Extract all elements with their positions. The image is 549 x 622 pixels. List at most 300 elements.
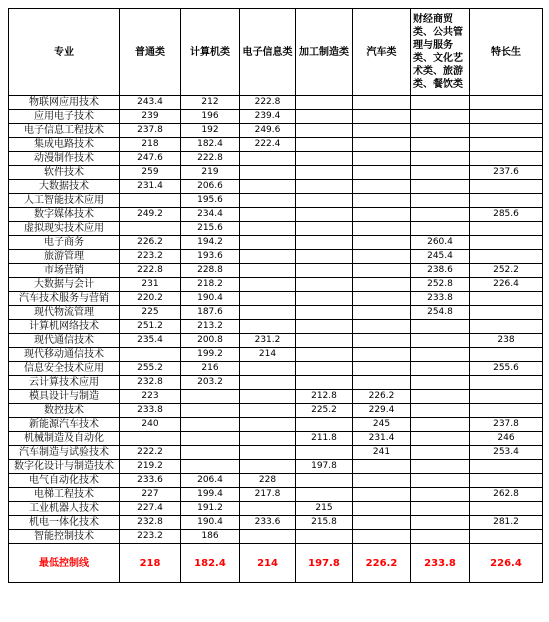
score-cell: 211.8 — [296, 432, 353, 446]
major-name-cell: 市场营销 — [9, 264, 120, 278]
score-cell — [353, 348, 411, 362]
column-header: 汽车类 — [353, 9, 411, 96]
table-row — [9, 292, 543, 306]
minimum-score-cell: 226.2 — [353, 544, 411, 583]
major-name-cell: 数控技术 — [9, 404, 120, 418]
score-cell — [296, 306, 353, 320]
score-cell: 226.2 — [120, 236, 181, 250]
score-cell — [411, 166, 470, 180]
table-row — [9, 474, 543, 488]
score-cell — [353, 124, 411, 138]
minimum-score-cell: 197.8 — [296, 544, 353, 583]
score-cell — [240, 432, 296, 446]
score-cell — [353, 334, 411, 348]
major-name-cell: 大数据与会计 — [9, 278, 120, 292]
major-name-cell: 大数据技术 — [9, 180, 120, 194]
score-cell: 253.4 — [470, 446, 543, 460]
score-cell — [411, 502, 470, 516]
score-cell: 222.2 — [120, 446, 181, 460]
score-cell: 241 — [353, 446, 411, 460]
score-cell — [470, 348, 543, 362]
major-name-cell: 旅游管理 — [9, 250, 120, 264]
score-cell — [470, 320, 543, 334]
score-cell — [240, 264, 296, 278]
table-row — [9, 334, 543, 348]
score-cell: 260.4 — [411, 236, 470, 250]
table-row — [9, 418, 543, 432]
score-cell — [353, 264, 411, 278]
score-cell — [470, 96, 543, 110]
score-cell — [353, 236, 411, 250]
score-cell — [296, 250, 353, 264]
table-row — [9, 222, 543, 236]
score-cell — [181, 404, 240, 418]
major-name-cell: 现代物流管理 — [9, 306, 120, 320]
score-cell — [411, 180, 470, 194]
major-name-cell: 信息安全技术应用 — [9, 362, 120, 376]
table-row — [9, 152, 543, 166]
score-cell — [470, 404, 543, 418]
table-row — [9, 376, 543, 390]
score-cell — [296, 348, 353, 362]
score-cell: 233.6 — [240, 516, 296, 530]
score-cell — [240, 292, 296, 306]
score-cell: 226.2 — [353, 390, 411, 404]
score-cell: 251.2 — [120, 320, 181, 334]
score-cell — [353, 166, 411, 180]
score-cell — [296, 124, 353, 138]
score-cell — [411, 138, 470, 152]
score-cell — [470, 180, 543, 194]
score-cell: 196 — [181, 110, 240, 124]
score-cell — [240, 194, 296, 208]
column-header: 电子信息类 — [240, 9, 296, 96]
score-cell — [411, 460, 470, 474]
score-cell: 243.4 — [120, 96, 181, 110]
score-cell — [240, 180, 296, 194]
major-name-cell: 物联网应用技术 — [9, 96, 120, 110]
score-cell: 227.4 — [120, 502, 181, 516]
score-cell — [296, 446, 353, 460]
score-cell: 193.6 — [181, 250, 240, 264]
score-cell — [353, 474, 411, 488]
score-cell: 233.8 — [411, 292, 470, 306]
score-cell — [240, 460, 296, 474]
table-row — [9, 530, 543, 544]
score-cell: 226.4 — [470, 278, 543, 292]
score-cell: 190.4 — [181, 516, 240, 530]
score-cell: 228 — [240, 474, 296, 488]
score-cell: 255.2 — [120, 362, 181, 376]
score-cell: 285.6 — [470, 208, 543, 222]
score-cell — [411, 404, 470, 418]
score-cell: 223.2 — [120, 530, 181, 544]
score-cell: 237.8 — [470, 418, 543, 432]
table-row — [9, 446, 543, 460]
score-cell — [296, 180, 353, 194]
score-cell — [296, 110, 353, 124]
score-cell — [470, 194, 543, 208]
column-header: 财经商贸类、公共管理与服务类、文化艺术类、旅游类、餐饮类 — [411, 9, 470, 96]
minimum-control-line-row — [9, 544, 543, 583]
score-cell: 252.2 — [470, 264, 543, 278]
score-cell: 252.8 — [411, 278, 470, 292]
score-cell: 219.2 — [120, 460, 181, 474]
score-cell: 234.4 — [181, 208, 240, 222]
score-cell: 203.2 — [181, 376, 240, 390]
score-cell: 182.4 — [181, 138, 240, 152]
table-row — [9, 502, 543, 516]
score-cell — [411, 334, 470, 348]
score-cell — [240, 222, 296, 236]
major-name-cell: 汽车制造与试验技术 — [9, 446, 120, 460]
score-cell — [353, 180, 411, 194]
score-cell — [411, 96, 470, 110]
score-cell — [296, 488, 353, 502]
minimum-score-cell: 226.4 — [470, 544, 543, 583]
score-cell — [411, 390, 470, 404]
score-cell: 215.6 — [181, 222, 240, 236]
score-cell: 229.4 — [353, 404, 411, 418]
score-cell: 212 — [181, 96, 240, 110]
table-row — [9, 166, 543, 180]
score-cell: 199.4 — [181, 488, 240, 502]
score-cell: 186 — [181, 530, 240, 544]
major-name-cell: 现代通信技术 — [9, 334, 120, 348]
score-cell: 281.2 — [470, 516, 543, 530]
score-cell: 219 — [181, 166, 240, 180]
score-cell — [353, 502, 411, 516]
score-cell — [411, 320, 470, 334]
score-cell: 231 — [120, 278, 181, 292]
score-cell: 222.8 — [240, 96, 296, 110]
score-cell: 240 — [120, 418, 181, 432]
score-cell — [240, 320, 296, 334]
score-cell — [240, 502, 296, 516]
score-cell — [296, 194, 353, 208]
major-name-cell: 模具设计与制造 — [9, 390, 120, 404]
score-cell: 255.6 — [470, 362, 543, 376]
score-cell: 225.2 — [296, 404, 353, 418]
score-cell — [470, 110, 543, 124]
score-cell — [353, 292, 411, 306]
score-cell — [353, 516, 411, 530]
score-cell — [296, 320, 353, 334]
major-name-cell: 计算机网络技术 — [9, 320, 120, 334]
score-cell — [240, 376, 296, 390]
score-cell — [411, 418, 470, 432]
score-cell — [411, 194, 470, 208]
score-cell — [240, 530, 296, 544]
major-name-cell: 软件技术 — [9, 166, 120, 180]
score-cell: 206.4 — [181, 474, 240, 488]
score-cell — [120, 194, 181, 208]
minimum-score-cell: 233.8 — [411, 544, 470, 583]
score-cell: 192 — [181, 124, 240, 138]
minimum-score-cell: 214 — [240, 544, 296, 583]
table-row — [9, 488, 543, 502]
score-cell: 187.6 — [181, 306, 240, 320]
table-row — [9, 236, 543, 250]
score-cell — [296, 376, 353, 390]
score-cell — [240, 418, 296, 432]
score-cell: 262.8 — [470, 488, 543, 502]
score-cell — [470, 236, 543, 250]
table-row — [9, 516, 543, 530]
major-name-cell: 智能控制技术 — [9, 530, 120, 544]
score-cell — [296, 334, 353, 348]
score-cell — [411, 530, 470, 544]
score-cell: 225 — [120, 306, 181, 320]
major-name-cell: 人工智能技术应用 — [9, 194, 120, 208]
score-cell — [353, 306, 411, 320]
score-cell — [470, 124, 543, 138]
major-name-cell: 电子商务 — [9, 236, 120, 250]
minimum-control-line-label: 最低控制线 — [9, 544, 120, 583]
score-cell — [411, 488, 470, 502]
score-cell — [411, 208, 470, 222]
table-row — [9, 362, 543, 376]
score-cell — [470, 306, 543, 320]
score-cell — [411, 446, 470, 460]
major-name-cell: 机电一体化技术 — [9, 516, 120, 530]
score-cell: 213.2 — [181, 320, 240, 334]
score-cell: 195.6 — [181, 194, 240, 208]
score-cell — [240, 250, 296, 264]
score-cell — [411, 474, 470, 488]
score-cell: 235.4 — [120, 334, 181, 348]
score-cell — [240, 278, 296, 292]
score-cell: 237.8 — [120, 124, 181, 138]
score-cell: 215.8 — [296, 516, 353, 530]
score-cell — [296, 138, 353, 152]
score-cell: 197.8 — [296, 460, 353, 474]
score-cell: 254.8 — [411, 306, 470, 320]
score-cell — [353, 488, 411, 502]
score-cell — [470, 152, 543, 166]
score-cell — [296, 152, 353, 166]
major-name-cell: 机械制造及自动化 — [9, 432, 120, 446]
score-cell — [353, 530, 411, 544]
major-name-cell: 动漫制作技术 — [9, 152, 120, 166]
score-cell — [296, 278, 353, 292]
score-cell: 206.6 — [181, 180, 240, 194]
score-cell — [296, 222, 353, 236]
score-cell — [240, 362, 296, 376]
score-cell — [181, 446, 240, 460]
score-cell: 233.6 — [120, 474, 181, 488]
score-cell: 190.4 — [181, 292, 240, 306]
score-cell — [296, 166, 353, 180]
score-cell: 238.6 — [411, 264, 470, 278]
major-name-cell: 工业机器人技术 — [9, 502, 120, 516]
score-cell: 227 — [120, 488, 181, 502]
table-row — [9, 320, 543, 334]
score-cell — [411, 376, 470, 390]
table-row — [9, 264, 543, 278]
score-cell — [240, 306, 296, 320]
score-cell: 215 — [296, 502, 353, 516]
score-cell: 216 — [181, 362, 240, 376]
score-cell — [353, 152, 411, 166]
score-cell — [470, 376, 543, 390]
score-cell: 232.8 — [120, 516, 181, 530]
score-cell: 217.8 — [240, 488, 296, 502]
score-cell: 238 — [470, 334, 543, 348]
score-cell — [353, 320, 411, 334]
score-table — [8, 8, 543, 583]
column-header: 特长生 — [470, 9, 543, 96]
score-cell — [353, 362, 411, 376]
table-row — [9, 96, 543, 110]
score-cell — [120, 222, 181, 236]
score-cell: 228.8 — [181, 264, 240, 278]
major-name-cell: 电子信息工程技术 — [9, 124, 120, 138]
table-row — [9, 432, 543, 446]
table-row — [9, 110, 543, 124]
major-name-cell: 集成电路技术 — [9, 138, 120, 152]
score-cell — [411, 152, 470, 166]
score-cell — [353, 222, 411, 236]
table-row — [9, 278, 543, 292]
score-cell — [353, 376, 411, 390]
score-cell: 232.8 — [120, 376, 181, 390]
score-cell — [181, 390, 240, 404]
score-cell: 222.8 — [120, 264, 181, 278]
score-cell — [296, 362, 353, 376]
score-cell: 220.2 — [120, 292, 181, 306]
table-row — [9, 306, 543, 320]
score-cell — [353, 194, 411, 208]
score-cell — [296, 264, 353, 278]
score-cell — [470, 390, 543, 404]
table-row — [9, 208, 543, 222]
score-cell — [296, 530, 353, 544]
score-cell: 237.6 — [470, 166, 543, 180]
score-cell — [240, 404, 296, 418]
score-cell: 246 — [470, 432, 543, 446]
score-cell — [181, 432, 240, 446]
score-cell: 214 — [240, 348, 296, 362]
score-cell — [353, 138, 411, 152]
score-cell: 218.2 — [181, 278, 240, 292]
score-cell: 231.4 — [120, 180, 181, 194]
score-cell: 218 — [120, 138, 181, 152]
score-cell: 259 — [120, 166, 181, 180]
table-row — [9, 404, 543, 418]
table-row — [9, 250, 543, 264]
score-cell — [353, 278, 411, 292]
score-cell: 223.2 — [120, 250, 181, 264]
score-cell — [470, 502, 543, 516]
major-name-cell: 现代移动通信技术 — [9, 348, 120, 362]
score-cell — [470, 138, 543, 152]
score-cell — [470, 250, 543, 264]
score-cell: 199.2 — [181, 348, 240, 362]
score-cell — [353, 208, 411, 222]
major-name-cell: 云计算技术应用 — [9, 376, 120, 390]
score-cell: 223 — [120, 390, 181, 404]
score-cell — [470, 460, 543, 474]
score-cell: 222.4 — [240, 138, 296, 152]
major-name-cell: 新能源汽车技术 — [9, 418, 120, 432]
score-cell — [353, 110, 411, 124]
major-name-cell: 应用电子技术 — [9, 110, 120, 124]
score-cell — [296, 418, 353, 432]
score-cell — [240, 446, 296, 460]
score-cell — [411, 362, 470, 376]
score-cell — [411, 110, 470, 124]
score-cell: 231.4 — [353, 432, 411, 446]
score-cell — [353, 460, 411, 474]
score-cell: 200.8 — [181, 334, 240, 348]
score-cell — [411, 432, 470, 446]
score-cell: 239 — [120, 110, 181, 124]
major-name-cell: 数字化设计与制造技术 — [9, 460, 120, 474]
column-header: 普通类 — [120, 9, 181, 96]
score-cell: 222.8 — [181, 152, 240, 166]
score-cell — [470, 222, 543, 236]
major-name-cell: 电气自动化技术 — [9, 474, 120, 488]
score-cell: 247.6 — [120, 152, 181, 166]
major-name-cell: 电梯工程技术 — [9, 488, 120, 502]
score-cell — [240, 236, 296, 250]
table-row — [9, 390, 543, 404]
score-cell: 194.2 — [181, 236, 240, 250]
score-cell: 233.8 — [120, 404, 181, 418]
score-cell — [181, 418, 240, 432]
major-name-cell: 虚拟现实技术应用 — [9, 222, 120, 236]
column-header: 加工制造类 — [296, 9, 353, 96]
score-cell — [353, 96, 411, 110]
score-cell: 245 — [353, 418, 411, 432]
column-header: 计算机类 — [181, 9, 240, 96]
table-row — [9, 180, 543, 194]
score-cell — [296, 292, 353, 306]
table-row — [9, 194, 543, 208]
score-cell — [353, 250, 411, 264]
score-cell — [296, 474, 353, 488]
column-header-major: 专业 — [9, 9, 120, 96]
header-row — [9, 9, 543, 96]
minimum-score-cell: 182.4 — [181, 544, 240, 583]
major-name-cell: 数字媒体技术 — [9, 208, 120, 222]
score-cell: 212.8 — [296, 390, 353, 404]
score-cell — [296, 236, 353, 250]
score-cell — [240, 152, 296, 166]
score-cell — [240, 390, 296, 404]
score-cell — [470, 530, 543, 544]
score-cell — [296, 208, 353, 222]
major-name-cell: 汽车技术服务与营销 — [9, 292, 120, 306]
score-cell — [411, 348, 470, 362]
table-row — [9, 124, 543, 138]
table-row — [9, 460, 543, 474]
score-cell: 249.2 — [120, 208, 181, 222]
score-cell — [120, 348, 181, 362]
score-cell: 239.4 — [240, 110, 296, 124]
minimum-score-cell: 218 — [120, 544, 181, 583]
score-cell — [470, 292, 543, 306]
score-cell: 191.2 — [181, 502, 240, 516]
score-cell — [470, 474, 543, 488]
table-row — [9, 138, 543, 152]
score-cell: 245.4 — [411, 250, 470, 264]
score-cell — [240, 166, 296, 180]
score-cell: 249.6 — [240, 124, 296, 138]
score-cell: 231.2 — [240, 334, 296, 348]
score-cell — [181, 460, 240, 474]
